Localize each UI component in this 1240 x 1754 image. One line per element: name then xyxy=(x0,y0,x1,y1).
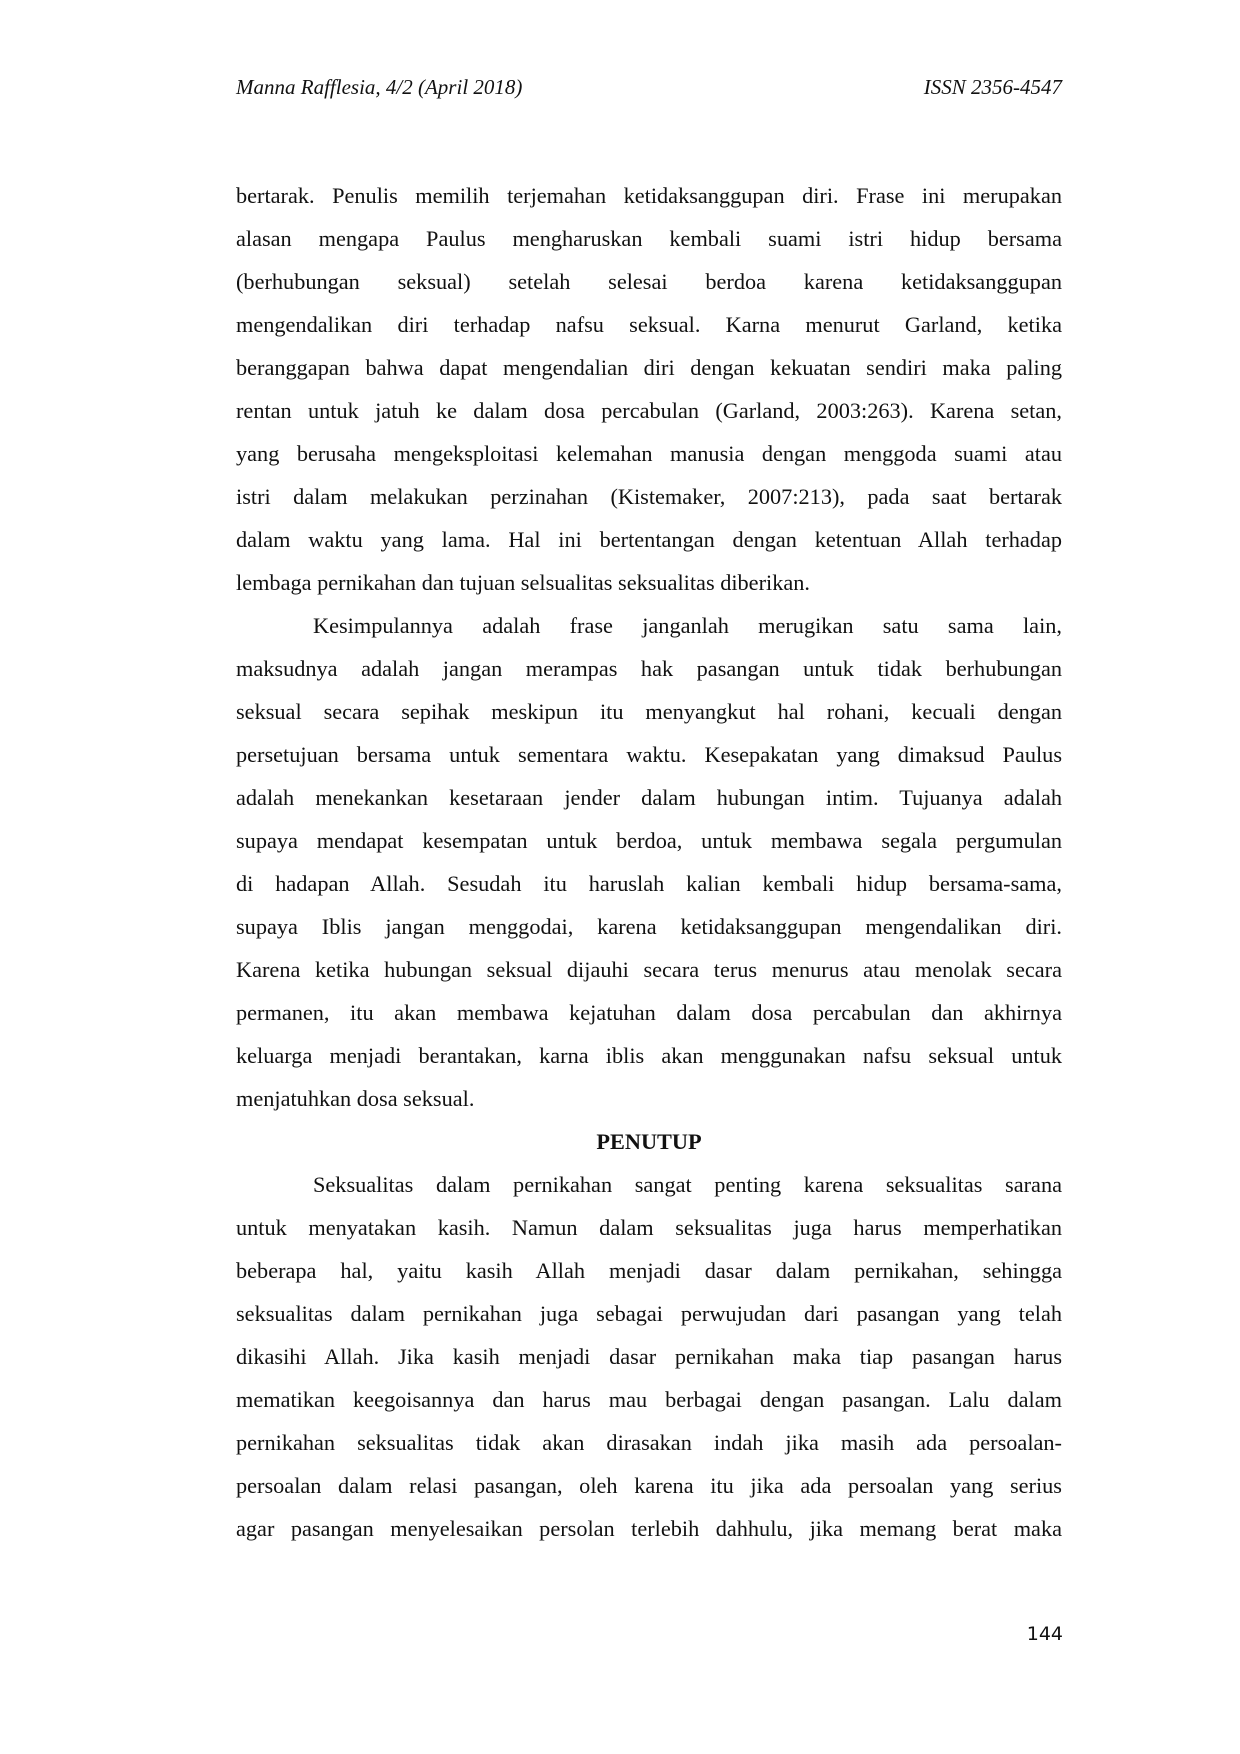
text-line: beranggapan bahwa dapat mengendalian diri dengan kekuatan sendiri maka paling xyxy=(236,355,1062,380)
text-line: di hadapan Allah. Sesudah itu haruslah kalian kembali hidup bersama-sama, xyxy=(236,871,1062,896)
text-line: supaya Iblis jangan menggodai, karena ketidaksanggupan mengendalikan diri. xyxy=(236,914,1062,939)
page-number: 144 xyxy=(1026,1623,1063,1645)
paragraph-conclusion xyxy=(236,604,1062,1120)
text-line: yang berusaha mengeksploitasi kelemahan manusia dengan menggoda suami atau xyxy=(236,441,1062,466)
section-heading: PENUTUP xyxy=(596,1129,702,1154)
text-line: menjatuhkan dosa seksual. xyxy=(236,1086,475,1111)
text-line: alasan mengapa Paulus mengharuskan kembali suami istri hidup bersama xyxy=(236,226,1062,251)
text-line: Kesimpulannya adalah frase janganlah merugikan satu sama lain, xyxy=(313,613,1062,638)
text-line: (berhubungan seksual) setelah selesai berdoa karena ketidaksanggupan xyxy=(236,269,1062,294)
text-line: pernikahan seksualitas tidak akan dirasakan indah jika masih ada persoalan- xyxy=(236,1430,1062,1455)
text-line: dikasihi Allah. Jika kasih menjadi dasar pernikahan maka tiap pasangan harus xyxy=(236,1344,1062,1369)
text-line: lembaga pernikahan dan tujuan selsualitas seksualitas diberikan. xyxy=(236,570,810,595)
text-line: rentan untuk jatuh ke dalam dosa percabulan (Garland, 2003:263). Karena setan, xyxy=(236,398,1062,423)
text-line: permanen, itu akan membawa kejatuhan dalam dosa percabulan dan akhirnya xyxy=(236,1000,1062,1025)
text-line: persoalan dalam relasi pasangan, oleh karena itu jika ada persoalan yang serius xyxy=(236,1473,1062,1498)
text-line: beberapa hal, yaitu kasih Allah menjadi dasar dalam pernikahan, sehingga xyxy=(236,1258,1062,1283)
text-line: mengendalikan diri terhadap nafsu seksual. Karna menurut Garland, ketika xyxy=(236,312,1062,337)
paragraph-continuation xyxy=(236,174,1062,604)
text-line: mematikan keegoisannya dan harus mau berbagai dengan pasangan. Lalu dalam xyxy=(236,1387,1062,1412)
text-line: untuk menyatakan kasih. Namun dalam seksualitas juga harus memperhatikan xyxy=(236,1215,1062,1240)
text-line: seksual secara sepihak meskipun itu menyangkut hal rohani, kecuali dengan xyxy=(236,699,1062,724)
text-line: Seksualitas dalam pernikahan sangat penting karena seksualitas sarana xyxy=(313,1172,1062,1197)
issn: ISSN 2356-4547 xyxy=(923,75,1062,99)
text-line: istri dalam melakukan perzinahan (Kistemaker, 2007:213), pada saat bertarak xyxy=(236,484,1062,509)
text-line: persetujuan bersama untuk sementara waktu. Kesepakatan yang dimaksud Paulus xyxy=(236,742,1062,767)
paragraph-closing xyxy=(236,1163,1062,1550)
text-line: bertarak. Penulis memilih terjemahan ketidaksanggupan diri. Frase ini merupakan xyxy=(236,183,1062,208)
text-line: adalah menekankan kesetaraan jender dalam hubungan intim. Tujuanya adalah xyxy=(236,785,1062,810)
journal-citation: Manna Rafflesia, 4/2 (April 2018) xyxy=(236,75,523,99)
text-line: dalam waktu yang lama. Hal ini bertentangan dengan ketentuan Allah terhadap xyxy=(236,527,1062,552)
text-line: agar pasangan menyelesaikan persolan terlebih dahhulu, jika memang berat maka xyxy=(236,1516,1062,1541)
text-line: maksudnya adalah jangan merampas hak pasangan untuk tidak berhubungan xyxy=(236,656,1062,681)
running-header xyxy=(236,72,1062,102)
text-line: supaya mendapat kesempatan untuk berdoa, untuk membawa segala pergumulan xyxy=(236,828,1062,853)
text-line: Karena ketika hubungan seksual dijauhi secara terus menurus atau menolak secara xyxy=(236,957,1062,982)
document-body xyxy=(236,174,1062,1550)
text-line: keluarga menjadi berantakan, karna iblis akan menggunakan nafsu seksual untuk xyxy=(236,1043,1062,1068)
text-line: seksualitas dalam pernikahan juga sebagai perwujudan dari pasangan yang telah xyxy=(236,1301,1062,1326)
